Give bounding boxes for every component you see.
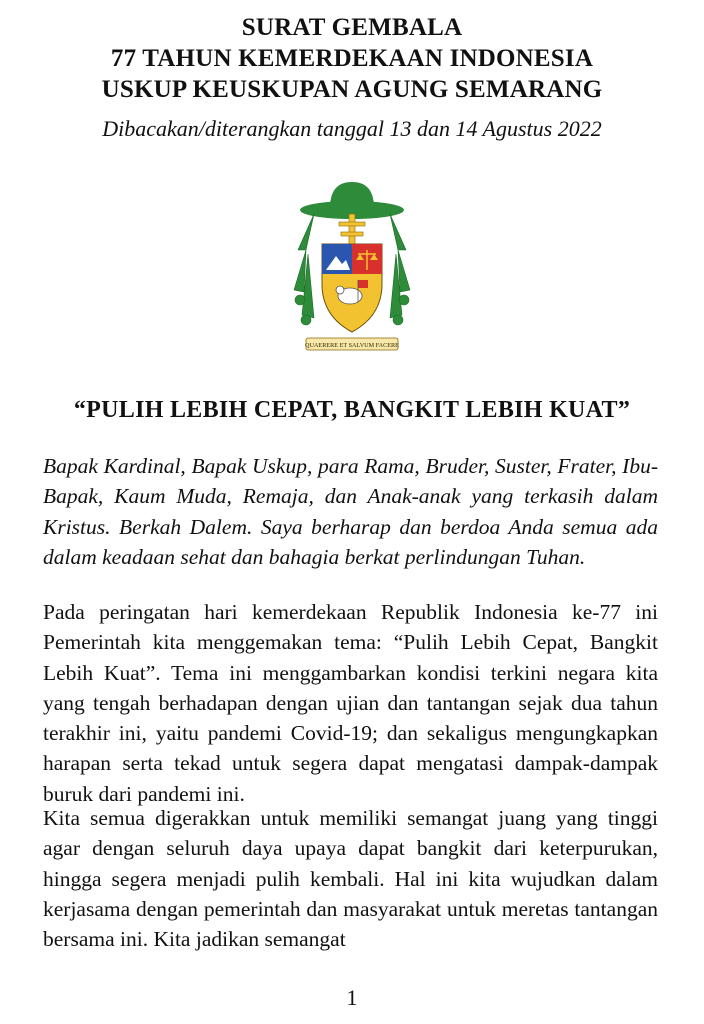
letter-occasion: 77 TAHUN KEMERDEKAAN INDONESIA [110,45,594,72]
coat-of-arms-emblem [292,180,412,356]
body-paragraph: Kita semua digerakkan untuk memiliki semangat juang yang tinggi agar dengan seluruh daya upaya dapat bangkit dari keterpurukan, hingga segera menjadi pulih kembali. Hal ini kita wujudkan dalam kerjasama dengan pemerintah dan masyarakat untuk meretas tantangan bersama ini. Kita jadikan semangat [43,806,658,952]
theme-title: “PULIH LEBIH CEPAT, BANGKIT LEBIH KUAT” [73,397,631,423]
greeting-paragraph: Bapak Kardinal, Bapak Uskup, para Rama, Bruder, Suster, Frater, Ibu-Bapak, Kaum Muda, Remaja, dan Anak-anak yang terkasih dalam Kristus. Berkah Dalem. Saya berharap dan berdoa Anda semua ada dalam keadaan sehat dan bahagia berkat perlindungan Tuhan. [43,454,658,569]
crest-motto: QUAERERE ET SALVUM FACERE [305,342,399,349]
page-number: 1 [346,985,358,1010]
letter-author: USKUP KEUSKUPAN AGUNG SEMARANG [101,76,603,103]
letter-title: SURAT GEMBALA [241,14,463,41]
body-paragraph: Pada peringatan hari kemerdekaan Republik Indonesia ke-77 ini Pemerintah kita menggemakan tema: “Pulih Lebih Cepat, Bangkit Lebih Kuat”. Tema ini menggambarkan kondisi terkini negara kita yang tengah berhadapan dengan ujian dan tantangan sejak dua tahun terakhir ini, yaitu pandemi Covid-19; dan sekaligus mengungkapkan harapan serta tekad untuk segera dapat mengatasi dampak-dampak buruk dari pandemi ini. [43,600,658,806]
reading-date: Dibacakan/diterangkan tanggal 13 dan 14 Agustus 2022 [102,116,602,141]
